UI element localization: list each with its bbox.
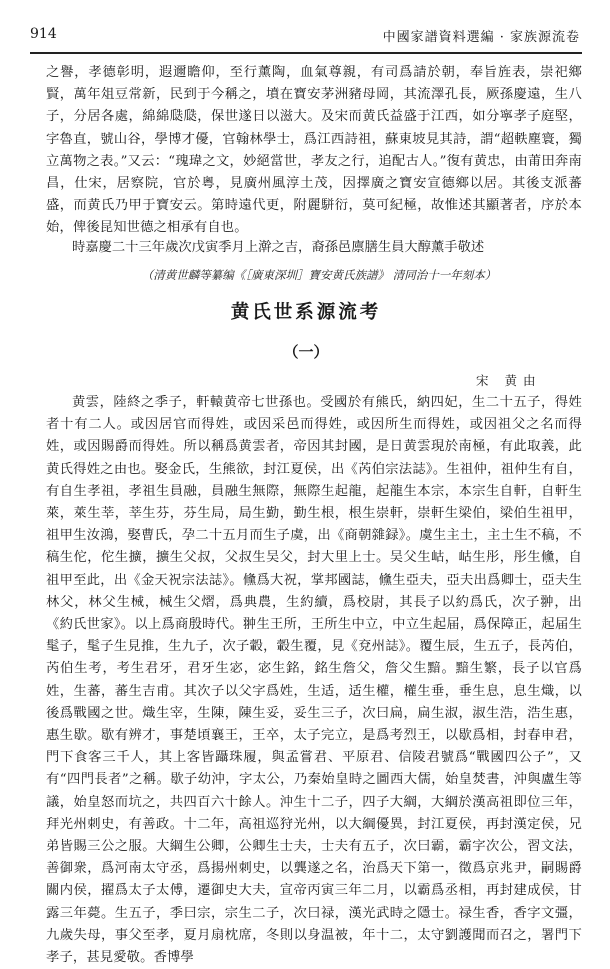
page-header: [30, 26, 580, 48]
author-line: 宋 黄由: [476, 373, 542, 388]
preface-block: [46, 62, 582, 240]
source-note: （清黄世麟等纂编《［廣東深圳］寶安黄氏族譜》 清同治十一年刻本）: [141, 268, 497, 282]
preface-date-line: 時嘉慶二十三年歲次戊寅季月上澣之吉，裔孫邑廪膳生員大醇薰手敬述: [72, 240, 485, 255]
header-rule: [30, 52, 582, 54]
running-title: 中國家譜資料選編 · 家族源流卷: [382, 30, 580, 45]
main-text-block: [46, 392, 582, 969]
page-number: 914: [30, 26, 57, 42]
main-paragraph: 黄雲，陸終之季子，軒轅黄帝七世孫也。受國於有熊氏，納四妃，生二十五子，得姓者十有二人。或因居官而得姓，或因采邑而得姓，或因所生而得姓，或因祖父之名而得姓，或因賜爵而得姓。所以稱爲黄雲者，帝因其封國，是日黄雲現於南極，有此取義，此黄氏得姓之由也。娶金氏，生熊欲，封江夏侯，出《芮伯宗法誌》。生祖仲，祖仲生有自，有自生孝祖，孝祖生員融，員融生無際，無際生起龍，起龍生本宗，本宗生自軒，自軒生萊，萊生莘，莘生芬，芬生局，局生勤，勤生根，根生崇軒，崇軒生梁伯，梁伯生祖甲，祖甲生汝鴻，娶曹氏，孕二十五月而生子虞，出《商朝雜録》。虞生主土，主土生不稿，不稿生佗，佗生擴，擴生父叔，父叔生吴父，封大里上士。吴父生岵，岵生彤，彤生儵，自祖甲至此，出《金天祝宗法誌》。儵爲大祝，掌邦國誌，儵生亞夫，亞夫出爲卿士，亞夫生林父，林父生械，械生父熠，爲典農，生約續，爲校尉，其長子以約爲氏，次子翀，出《約氏世家》。以上爲商殷時代。翀生王所，王所生中立，中立生起届，爲保障正，起届生髦子，髦子生見推，生九子，次子轂，轂生覆，見《兗州誌》。覆生辰，生五子，長芮伯，芮伯生考，考生君牙，君牙生宓，宓生銘，銘生詹父，詹父生黯。黯生繁，長子以官爲姓，生蕃，蕃生吉甫。其次子以父字爲姓，生适，适生權，權生垂，垂生息，息生熾，以後爲戰國之世。熾生宰，生陳，陳生妥，妥生三子，次曰扁，扁生淑，淑生浩，浩生惠，惠生歇。歇有辨才，事楚頃襄王，王卒，太子完立，是爲考烈王，以歇爲相，封春申君，門下食客三千人，其上客皆躡珠履，與孟嘗君、平原君、信陵君號爲“戰國四公子”，又有“四門長者”之稱。歇子幼沖，字太公，乃秦始皇時之圖西大儒，始皇焚書，沖與盧生等議，始皇怒而坑之，共四百六十餘人。沖生十二子，四子大綱，大綱於漢高祖即位三年，拜光州刺史，有善政。十二年，高祖巡狩光州，以大綱優異，封江夏侯，再封漢定侯，兄弟皆賜三公之服。大綱生公卿，公卿生士夫，士夫有五子，次曰霸，霸字次公，習文法，善御衆，爲河南太守丞，爲揚州刺史，以龔遂之名，治爲天下第一，徵爲京兆尹，嗣賜爵關内侯，擢爲太子太傅，遷御史大夫，宣帝丙寅三年二月，以霸爲丞相，再封建成侯，甘露三年薨。生五子，季曰宗，宗生二子，次曰禄，漢光武時之隱士。禄生香，香字文彊，九歲失母，事父至孝，夏月扇枕席，冬則以身温被，年十二，太守劉護聞而召之，署門下孝子，甚見愛敬。香博學: [46, 395, 582, 966]
preface-paragraph: 之譽，孝德彰明，遐邇瞻仰，至行薰陶，血氣尊親，有司爲請於朝，奉旨旌表，崇祀鄉賢，萬年俎豆常新，民到于今稱之，墳在寶安茅洲豬母岡，其流澤孔長，厥孫慶遠，生八子，分居各處，綿綿瓞瓞，保世遂日以滋大。及宋而黄氏益盛于江西，如分寧孝子庭堅，字魯直，號山谷，學博才優，官翰林學士，爲江西詩祖，蘇東坡見其詩，謂“超軼塵寰，獨立萬物之表。”又云：“瑰瑋之文，妙絕當世，孝友之行，追配古人。”復有黄忠，由莆田奔南昌，仕宋，居察院，官於粵，見廣州風淳土茂，因擇廣之寶安宣德鄉以居。其後支派蕃盛，而黄氏乃甲于寶安云。第時遠代更，附麗駢衍，莫可紀極，故惟述其顯著者，序於本始，俾後昆知世德之相承有自也。: [46, 65, 582, 236]
section-title: 黄氏世系源流考: [230, 302, 382, 323]
part-number: （一）: [283, 343, 329, 361]
